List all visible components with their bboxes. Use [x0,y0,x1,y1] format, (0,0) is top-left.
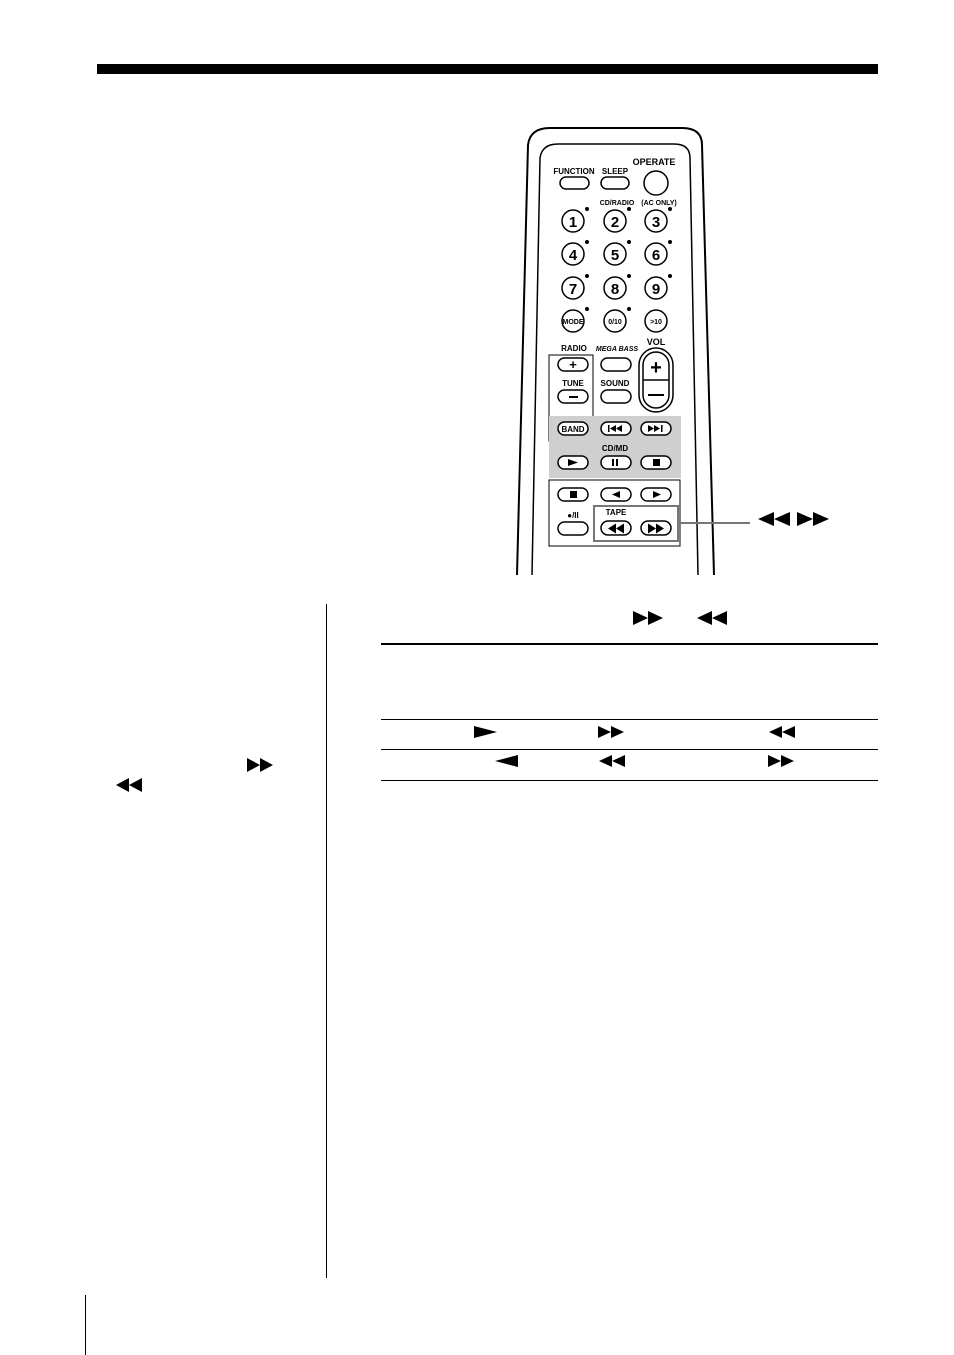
fast-forward-icon [632,610,666,626]
rewind-icon [116,778,144,792]
column-divider [326,604,327,1278]
svg-text:7: 7 [568,281,578,298]
rewind-icon [767,725,797,739]
minus-icon [569,396,578,398]
svg-text:BAND: BAND [561,425,585,434]
radio-label: RADIO [561,344,587,353]
svg-text:2: 2 [610,214,620,231]
svg-text:MODE: MODE [562,319,584,326]
function-button[interactable] [560,177,589,189]
table-bottom-rule [381,780,878,781]
rewind-icon [757,511,791,527]
function-label: FUNCTION [553,167,595,176]
mega-bass-label: MEGA BASS [595,346,639,353]
vol-plus-icon: + [650,357,662,379]
sleep-button[interactable] [601,177,629,189]
svg-text:8: 8 [610,281,620,298]
tune-label: TUNE [562,379,584,388]
header-rule [97,64,878,74]
sleep-label: SLEEP [601,167,629,176]
plus-icon: + [569,357,577,372]
svg-text:>10: >10 [650,319,662,326]
rewind-icon [696,610,730,626]
svg-text:0/10: 0/10 [608,319,622,326]
table-row-rule [381,749,878,750]
sound-button[interactable] [601,390,631,403]
vol-label: VOL [646,337,666,347]
reverse-play-icon [493,754,519,768]
fast-forward-icon [597,725,627,739]
margin-note [116,758,281,798]
svg-text:6: 6 [651,247,661,264]
page-number-bar [85,1295,86,1355]
section-heading [632,610,742,630]
operate-label: OPERATE [632,157,676,167]
fast-forward-icon [791,511,831,527]
operate-button[interactable] [644,171,668,195]
table-row [381,754,878,774]
callout-label [757,511,831,527]
table-row [381,725,878,745]
svg-text:1: 1 [568,214,578,231]
tape-label: TAPE [605,508,627,517]
play-icon [473,725,499,739]
rec-pause-button[interactable] [558,522,588,535]
rewind-icon [597,754,627,768]
fast-forward-icon [767,754,797,768]
mega-bass-button[interactable] [601,358,631,371]
rec-pause-label: ●/II [567,511,579,520]
tape-stop-icon [570,491,577,498]
table-header-rule [381,719,878,720]
svg-text:9: 9 [651,281,661,298]
fast-forward-icon [247,758,275,772]
cd-radio-label: CD/RADIO [599,200,635,207]
remote-control-illustration [490,120,750,575]
sound-label: SOUND [600,379,630,388]
cd-md-label: CD/MD [601,444,629,453]
table-top-rule [381,643,878,645]
stop-icon [653,459,660,466]
ac-only-label: (AC ONLY) [641,200,677,207]
svg-text:5: 5 [610,247,620,264]
vol-minus-icon [648,394,664,396]
svg-text:4: 4 [568,247,578,264]
svg-text:3: 3 [651,214,661,231]
